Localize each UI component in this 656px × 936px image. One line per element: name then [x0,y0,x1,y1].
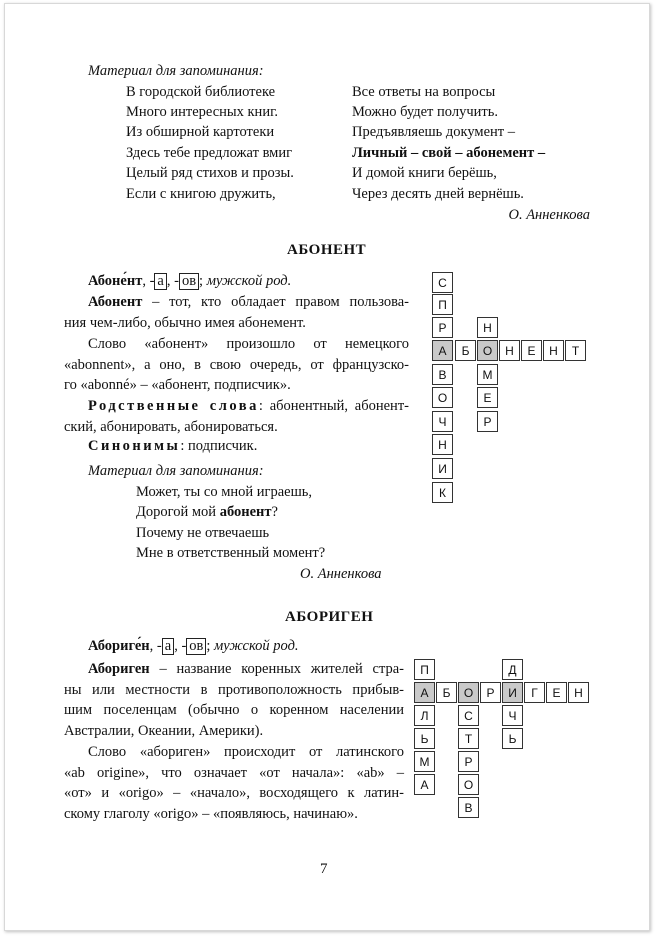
crossword-cell: Р [432,317,453,338]
crossword-cell: О [458,774,479,795]
abonent-definition [64,292,409,333]
poem-line: Мне в ответственный момент? [136,545,326,561]
text-line: ? [271,504,278,520]
crossword-cell: А [414,774,435,795]
def-term: Абориген [88,661,150,677]
text-line: Дорогой мой [136,504,217,520]
poem-line: Все ответы на вопросы [352,84,496,100]
poem-line: Личный – свой – абонемент – [352,145,546,161]
crossword-cell: О [477,340,498,361]
text-line: Слово «абонент» произошло от немецкого [88,336,409,352]
crossword-cell: Ч [432,411,453,432]
crossword-cell: Р [477,411,498,432]
crossword-cell: Н [543,340,564,361]
related-label: Родственные слова [88,398,259,414]
ending-box: ов [179,273,199,290]
text-line: го «abonné» – «абонент, подписчик». [64,377,291,394]
crossword-cell: А [414,682,435,703]
headword: Абориге́н [88,638,150,654]
headword: Абоне́нт [88,273,143,289]
abonent-poem-author: О. Анненкова [300,566,382,582]
text-line: скому глаголу «origo» – «появляюсь, начинаю». [64,805,358,822]
crossword-cell: С [432,272,453,293]
aborigen-etymology [64,742,404,824]
crossword-cell: К [432,482,453,503]
entry-title-aborigen: АБОРИГЕН [285,609,374,625]
crossword-cell: В [458,797,479,818]
poem-line: Предъявляешь документ – [352,124,516,140]
text-line: шим поселенцам (обычно о коренном населении [64,702,404,719]
text-line: ны или местности в противоположность прибыв- [64,681,404,698]
crossword-cell: С [458,705,479,726]
poem-line: Целый ряд стихов и прозы. [126,165,294,181]
abonent-related [64,396,409,437]
poem-line: В городской библиотеке [126,84,276,100]
abonent-headword-line: Абоне́нт, - а , - ов ; мужской род. [88,273,292,289]
crossword-cell: М [477,364,498,385]
crossword-cell: Б [436,682,457,703]
poem-line: Много интересных книг. [126,104,279,120]
ending-box: а [154,273,166,290]
text-line: «от» и «origo» – «начало», восходящего к латин- [64,785,404,802]
crossword-cell: М [414,751,435,772]
crossword-cell: О [458,682,479,703]
crossword-cell: А [432,340,453,361]
crossword-cell: Ь [414,728,435,749]
text-line: Слово «абориген» происходит от латинского [88,744,404,760]
abonent-etymology [64,334,409,396]
crossword-cell: Е [546,682,567,703]
gender-label: мужской род. [214,638,299,654]
poem-line: Из обширной картотеки [126,124,275,140]
bold-word: абонент [219,504,272,520]
entry-title-abonent: АБОНЕНТ [287,242,367,258]
text-line: «abonnent», а оно, в свою очередь, от французско- [64,356,409,373]
text-line: «ab origine», что означает «от начала»: «ab» – [64,764,404,781]
poem-line: Можно будет получить. [352,104,498,120]
aborigen-headword-line: Абориге́н, - а , - ов ; мужской род. [88,638,299,654]
text-line: ния чем-либо, обычно имея абонемент. [64,314,306,331]
crossword-cell: П [414,659,435,680]
poem-line: Если с книгою дружить, [126,186,276,202]
memo-label: Материал для запоминания: [88,463,264,479]
crossword-cell: О [432,387,453,408]
crossword-cell: Н [432,434,453,455]
text-line: ский, абонировать, абонироваться. [64,418,278,435]
crossword-cell: Н [499,340,520,361]
crossword-cell: Р [480,682,501,703]
memo-label: Материал для запоминания: [88,63,264,79]
crossword-cell: Е [521,340,542,361]
crossword-cell: Г [524,682,545,703]
poem-line: Здесь тебе предложат вмиг [126,145,293,161]
crossword-cell: Н [477,317,498,338]
crossword-cell: Н [568,682,589,703]
poem-line [136,502,278,522]
crossword-cell: П [432,294,453,315]
poem1-author: О. Анненкова [508,207,590,223]
crossword-cell: В [432,364,453,385]
ending-box: а [162,638,174,655]
synonyms-label: Синонимы [88,438,181,454]
ending-box: ов [186,638,206,655]
crossword-cell: Е [477,387,498,408]
poem-line: Может, ты со мной играешь, [136,484,312,500]
text-line: : абонентный, абонент- [258,398,409,414]
crossword-cell: Т [565,340,586,361]
poem-line: Через десять дней вернёшь. [352,186,524,202]
gender-label: мужской род. [206,273,292,289]
page-number: 7 [320,861,328,877]
crossword-cell: Д [502,659,523,680]
crossword-cell: Б [455,340,476,361]
def-term: Абонент [88,294,143,310]
crossword-cell: И [432,458,453,479]
crossword-cell: Ь [502,728,523,749]
text-line: Австралии, Океании, Америки). [64,722,264,739]
crossword-cell: Ч [502,705,523,726]
abonent-synonyms [88,436,257,456]
poem-line: И домой книги берёшь, [352,165,497,181]
crossword-cell: Р [458,751,479,772]
crossword-cell: Л [414,705,435,726]
text-line: – тот, кто обладает правом пользова- [152,294,410,310]
poem-line: Почему не отвечаешь [136,525,270,541]
text-line: : подписчик. [180,438,258,454]
text-line: – название коренных жителей стра- [159,661,405,677]
crossword-cell: Т [458,728,479,749]
aborigen-definition [64,659,404,741]
crossword-cell: И [502,682,523,703]
